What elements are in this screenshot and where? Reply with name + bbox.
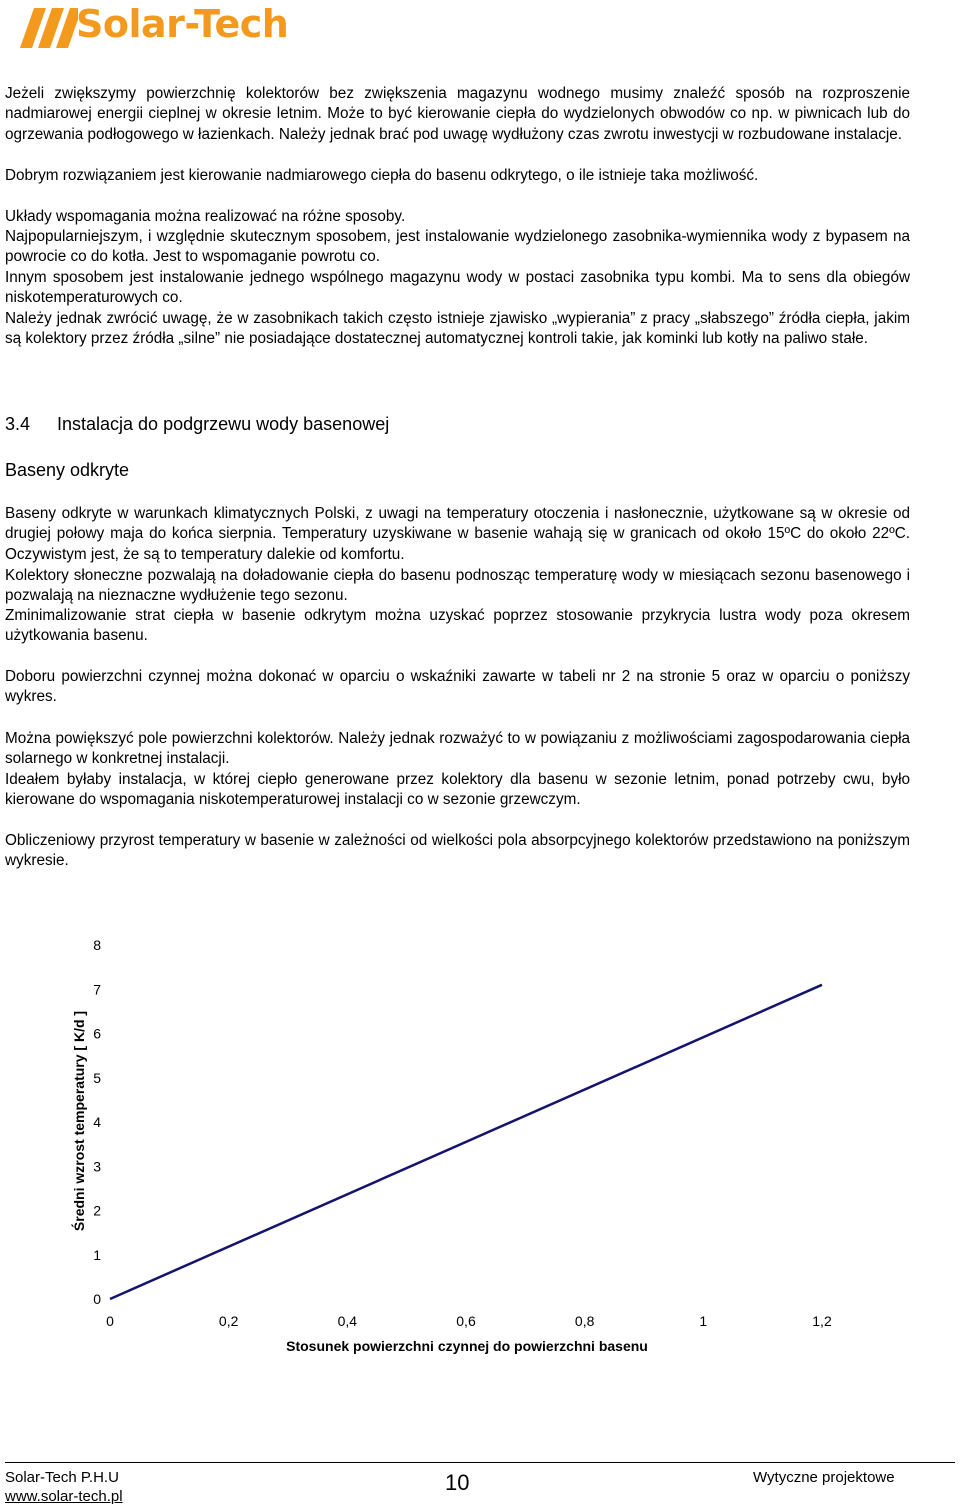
- x-tick-label: 1: [699, 1313, 708, 1329]
- paragraph-sizing: Doboru powierzchni czynnej można dokonać w oparciu o wskaźniki zawarte w tabeli nr 2 na stronie 5 oraz w oparciu o poniższy wykres.: [5, 668, 910, 706]
- y-tick-label: 7: [93, 981, 101, 998]
- y-tick-label: 8: [93, 937, 101, 953]
- y-tick-label: 6: [93, 1025, 101, 1042]
- paragraph-popular-method: Najpopularniejszym, i względnie skutecznym sposobem, jest instalowanie wydzielonego zasobnika-wymiennika wody z bypasem na powrocie co do kotła. Jest to wspomaganie powrotu co.: [5, 228, 910, 266]
- page-number: 10: [445, 1470, 470, 1495]
- footer-divider: [5, 1462, 955, 1463]
- paragraph-pool-option: Dobrym rozwiązaniem jest kierowanie nadmiarowego ciepła do basenu odkrytego, o ile istnieje taka możliwość.: [5, 167, 759, 184]
- company-logo: [10, 4, 310, 52]
- paragraph-chart-intro: Obliczeniowy przyrost temperatury w basenie w zależności od wielkości pola absorpcyjnego kolektorów przedstawiono na poniższym wykresie.: [5, 832, 910, 870]
- x-axis-ticks: [106, 1313, 832, 1329]
- y-axis-title: Średni wzrost temperatury [ K/d ]: [71, 1010, 87, 1232]
- x-tick-label: 0,4: [337, 1313, 358, 1329]
- temperature-rise-chart: [60, 930, 860, 1370]
- y-axis-ticks: [93, 937, 101, 1307]
- y-tick-label: 4: [93, 1114, 101, 1130]
- paragraph-displacement: Należy jednak zwrócić uwagę, że w zasobnikach takich często istnieje zjawisko „wypierania” z pracy „słabszego” źródła ciepła, jakim są kolektory przez źródła „silne” nie posiadające dostatecznej automatycznej kontroli takie, jak kominki lub kotły na paliwo stałe.: [5, 310, 910, 348]
- x-axis-title: Stosunek powierzchni czynnej do powierzchni basenu: [286, 1338, 648, 1354]
- subsection-title: Baseny odkryte: [5, 460, 130, 480]
- x-tick-label: 1,2: [812, 1313, 832, 1329]
- section-title: Instalacja do podgrzewu wody basenowej: [57, 414, 390, 434]
- footer-document-title: Wytyczne projektowe: [753, 1469, 895, 1486]
- y-tick-label: 2: [93, 1202, 101, 1219]
- section-number: 3.4: [5, 414, 31, 434]
- series-layer: [110, 985, 822, 1299]
- logo-slashes-icon: [10, 8, 78, 48]
- paragraph-heat-loss: Zminimalizowanie strat ciepła w basenie odkrytym można uzyskać poprzez stosowanie przykrycia lustra wody poza okresem użytkowania basenu.: [5, 607, 910, 645]
- y-tick-label: 0: [93, 1291, 101, 1307]
- x-tick-label: 0: [106, 1313, 114, 1329]
- logo-text: Solar-Tech: [76, 2, 289, 46]
- paragraph-support-methods: Układy wspomagania można realizować na różne sposoby.: [5, 208, 406, 225]
- y-tick-label: 5: [93, 1069, 101, 1086]
- paragraph-enlarge-field: Można powiększyć pole powierzchni kolektorów. Należy jednak rozważyć to w powiązaniu z możliwościami zagospodarowania ciepła solarnego w konkretnej instalacji.: [5, 730, 910, 768]
- y-tick-label: 3: [93, 1158, 101, 1175]
- paragraph-outdoor-pools: Baseny odkryte w warunkach klimatycznych Polski, z uwagi na temperatury otoczenia i nasłonecznie, użytkowane są w okresie od drugiej połowy maja do końca sierpnia. Temperatury uzyskiwane w basenie wahają się w granicach od około 15ºC do około 22ºC. Oczywistym jest, że są to temperatury dalekie od komfortu.: [5, 505, 910, 563]
- y-tick-label: 1: [93, 1246, 101, 1263]
- series-line: [110, 985, 822, 1299]
- x-tick-label: 0,2: [218, 1313, 239, 1329]
- paragraph-excess-energy: Jeżeli zwiększymy powierzchnię kolektorów bez zwiększenia magazynu wodnego musimy znaleźć sposób na rozproszenie nadmiarowej energii cieplnej w okresie letnim. Może to być kierowanie ciepła do wydzielonych obwodów co np. w piwnicach lub do ogrzewania podłogowego w łazienkach. Należy jednak brać pod uwagę wydłużony czas zwrotu inwestycji w rozbudowane instalacje.: [5, 85, 910, 143]
- paragraph-collectors-heat: Kolektory słoneczne pozwalają na doładowanie ciepła do basenu podnosząc temperaturę wody w miesiącach sezonu basenowego i pozwalają na nieznaczne wydłużenie tego sezonu.: [5, 567, 910, 605]
- paragraph-combi-method: Innym sposobem jest instalowanie jednego wspólnego magazynu wody w postaci zasobnika typu kombi. Ma to sens dla obiegów niskotemperaturowych co.: [5, 269, 910, 307]
- x-tick-label: 0,6: [456, 1313, 476, 1329]
- x-tick-label: 0,8: [574, 1313, 595, 1329]
- footer-website-link[interactable]: www.solar-tech.pl: [5, 1488, 123, 1505]
- footer-company: Solar-Tech P.H.U: [5, 1469, 119, 1486]
- paragraph-ideal-installation: Ideałem byłaby instalacja, w której ciepło generowane przez kolektory dla basenu w sezonie letnim, ponad potrzeby cwu, było kierowane do wspomagania niskotemperaturowej instalacji co w sezonie grzewczym.: [5, 771, 910, 809]
